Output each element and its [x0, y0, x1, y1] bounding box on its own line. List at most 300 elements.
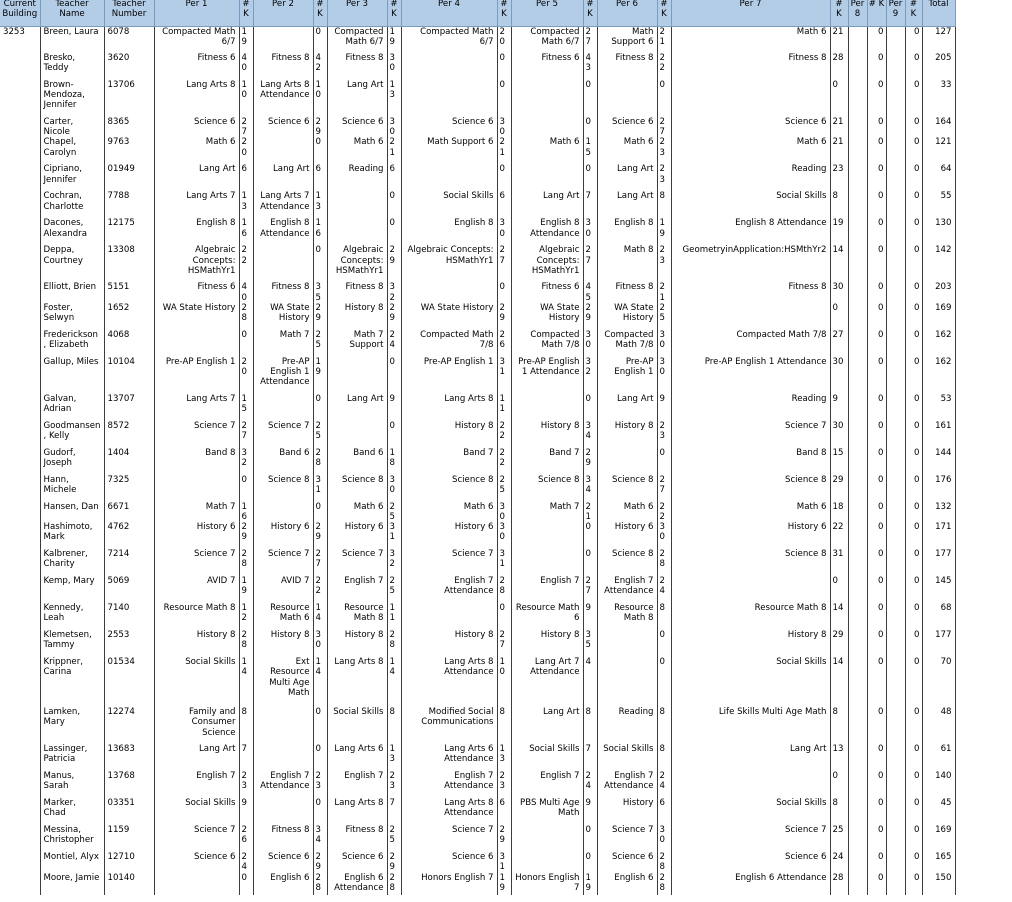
- period-count-cell: 29: [387, 852, 401, 872]
- table-row[interactable]: [0, 421, 955, 448]
- period-count-cell: 0: [905, 825, 922, 852]
- period-count-cell: 28: [313, 873, 327, 895]
- period-count-cell: 0: [905, 576, 922, 603]
- period-count-cell: 6: [239, 164, 253, 191]
- period-course-cell: English 7 Attendance: [597, 771, 657, 798]
- period-course-cell: [886, 873, 905, 895]
- period-course-cell: [848, 421, 867, 448]
- total-cell: 130: [922, 218, 955, 245]
- col-header[interactable]: Total: [922, 0, 955, 26]
- period-course-cell: English 8 Attendance: [511, 218, 583, 245]
- period-count-cell: 28: [657, 549, 671, 576]
- period-course-cell: History 8: [401, 421, 497, 448]
- period-course-cell: Resource Math 8: [327, 603, 387, 630]
- period-course-cell: Science 7: [154, 549, 239, 576]
- period-course-cell: Lang Arts 7 Attendance: [253, 191, 313, 218]
- period-count-cell: 30: [830, 421, 848, 448]
- period-course-cell: [327, 357, 387, 394]
- period-course-cell: [154, 873, 239, 895]
- period-count-cell: 0: [583, 164, 597, 191]
- period-count-cell: 0: [313, 245, 327, 282]
- period-course-cell: History 8: [511, 630, 583, 657]
- period-count-cell: 0: [867, 218, 886, 245]
- period-count-cell: 24: [583, 771, 597, 798]
- teacher-name-cell: Brown-Mendoza, Jennifer: [40, 80, 104, 117]
- period-count-cell: 0: [867, 603, 886, 630]
- period-course-cell: [886, 137, 905, 164]
- table-row[interactable]: [0, 394, 955, 421]
- period-count-cell: 0: [497, 603, 511, 630]
- col-header[interactable]: Per 7: [671, 0, 830, 26]
- period-count-cell: 13: [830, 744, 848, 771]
- period-course-cell: Fitness 8: [671, 53, 830, 80]
- period-count-cell: 0: [239, 330, 253, 357]
- period-count-cell: 0: [867, 245, 886, 282]
- building-cell: [0, 873, 40, 895]
- period-count-cell: 0: [905, 744, 922, 771]
- period-course-cell: History 6: [671, 522, 830, 549]
- col-header[interactable]: Current Building: [0, 0, 40, 26]
- col-header[interactable]: # K: [387, 0, 401, 26]
- table-row[interactable]: [0, 798, 955, 825]
- period-count-cell: 0: [387, 421, 401, 448]
- col-header[interactable]: # K: [867, 0, 886, 26]
- period-course-cell: Social Skills: [511, 744, 583, 771]
- period-course-cell: [886, 549, 905, 576]
- teacher-name-cell: Hansen, Dan: [40, 502, 104, 522]
- period-count-cell: 0: [313, 502, 327, 522]
- table-row[interactable]: [0, 218, 955, 245]
- table-row[interactable]: [0, 744, 955, 771]
- period-count-cell: 0: [867, 798, 886, 825]
- period-count-cell: 31: [387, 522, 401, 549]
- table-row[interactable]: [0, 80, 955, 117]
- period-count-cell: 14: [313, 657, 327, 707]
- period-course-cell: History 6: [327, 522, 387, 549]
- period-count-cell: 42: [313, 53, 327, 80]
- period-course-cell: Science 8: [671, 549, 830, 576]
- teacher-name-cell: Gudorf, Joseph: [40, 448, 104, 475]
- teacher-name-cell: Cochran, Charlotte: [40, 191, 104, 218]
- period-course-cell: Math 6: [671, 137, 830, 164]
- period-count-cell: 23: [657, 245, 671, 282]
- period-course-cell: Math 7: [154, 502, 239, 522]
- building-cell: [0, 825, 40, 852]
- teacher-number-cell: 13683: [104, 744, 154, 771]
- teacher-number-cell: 10140: [104, 873, 154, 895]
- period-course-cell: Science 7: [253, 549, 313, 576]
- teacher-name-cell: Foster, Selwyn: [40, 303, 104, 330]
- period-course-cell: History: [597, 798, 657, 825]
- period-count-cell: 0: [867, 852, 886, 872]
- period-course-cell: Life Skills Multi Age Math: [671, 707, 830, 744]
- table-row[interactable]: [0, 852, 955, 872]
- period-count-cell: 23: [387, 771, 401, 798]
- col-header[interactable]: # K: [905, 0, 922, 26]
- teacher-number-cell: 5069: [104, 576, 154, 603]
- period-course-cell: [253, 707, 313, 744]
- col-header[interactable]: # K: [830, 0, 848, 26]
- teacher-number-cell: 5151: [104, 282, 154, 302]
- period-course-cell: Fitness 6: [511, 53, 583, 80]
- period-course-cell: [886, 330, 905, 357]
- period-course-cell: History 8: [327, 303, 387, 330]
- period-course-cell: WA State History: [597, 303, 657, 330]
- total-cell: 140: [922, 771, 955, 798]
- teacher-name-cell: Lamken, Mary: [40, 707, 104, 744]
- period-course-cell: Social Skills: [154, 657, 239, 707]
- building-cell: [0, 549, 40, 576]
- period-course-cell: [597, 657, 657, 707]
- period-count-cell: 0: [905, 771, 922, 798]
- period-count-cell: 30: [387, 475, 401, 502]
- table-row[interactable]: [0, 707, 955, 744]
- period-count-cell: 29: [239, 522, 253, 549]
- teacher-name-cell: Klemetsen, Tammy: [40, 630, 104, 657]
- period-course-cell: Science 8: [253, 475, 313, 502]
- table-row[interactable]: [0, 657, 955, 707]
- table-row[interactable]: [0, 630, 955, 657]
- period-course-cell: [401, 53, 497, 80]
- building-cell: [0, 218, 40, 245]
- total-cell: 164: [922, 117, 955, 137]
- period-course-cell: Fitness 8: [327, 825, 387, 852]
- period-count-cell: 0: [905, 26, 922, 53]
- period-course-cell: English 7: [327, 576, 387, 603]
- period-course-cell: Resource Math 8: [597, 603, 657, 630]
- period-count-cell: 30: [497, 117, 511, 137]
- period-course-cell: Compacted Math 7/8: [671, 330, 830, 357]
- total-cell: 169: [922, 303, 955, 330]
- table-row[interactable]: [0, 26, 955, 53]
- teacher-name-cell: Kalbrener, Charity: [40, 549, 104, 576]
- period-course-cell: Fitness 8: [253, 282, 313, 302]
- teacher-number-cell: 01949: [104, 164, 154, 191]
- period-course-cell: [886, 80, 905, 117]
- period-count-cell: 0: [905, 357, 922, 394]
- period-course-cell: English 8: [401, 218, 497, 245]
- period-count-cell: 0: [867, 771, 886, 798]
- period-course-cell: WA State History: [511, 303, 583, 330]
- col-header[interactable]: # K: [583, 0, 597, 26]
- period-count-cell: 6: [497, 798, 511, 825]
- period-count-cell: 0: [867, 53, 886, 80]
- period-course-cell: Band 7: [401, 448, 497, 475]
- teacher-name-cell: Gallup, Miles: [40, 357, 104, 394]
- table-row[interactable]: [0, 137, 955, 164]
- period-course-cell: English 6: [597, 873, 657, 895]
- period-count-cell: 0: [497, 53, 511, 80]
- period-count-cell: 9: [387, 394, 401, 421]
- period-course-cell: Science 6: [671, 117, 830, 137]
- period-count-cell: 19: [497, 873, 511, 895]
- period-count-cell: 0: [867, 282, 886, 302]
- period-count-cell: 0: [313, 26, 327, 53]
- total-cell: 145: [922, 576, 955, 603]
- period-course-cell: [671, 80, 830, 117]
- period-count-cell: 45: [583, 282, 597, 302]
- period-course-cell: [848, 771, 867, 798]
- table-row[interactable]: [0, 549, 955, 576]
- period-count-cell: 0: [583, 522, 597, 549]
- period-count-cell: 0: [905, 852, 922, 872]
- period-count-cell: 24: [657, 576, 671, 603]
- period-count-cell: 8: [657, 707, 671, 744]
- period-course-cell: [848, 357, 867, 394]
- period-count-cell: 0: [583, 852, 597, 872]
- period-count-cell: 23: [497, 771, 511, 798]
- period-course-cell: Pre-AP English 1 Attendance: [253, 357, 313, 394]
- period-count-cell: 7: [583, 191, 597, 218]
- teacher-name-cell: Manus, Sarah: [40, 771, 104, 798]
- col-header[interactable]: Per 2: [253, 0, 313, 26]
- col-header[interactable]: # K: [239, 0, 253, 26]
- period-course-cell: [511, 117, 583, 137]
- col-header[interactable]: # K: [497, 0, 511, 26]
- period-course-cell: [327, 191, 387, 218]
- period-count-cell: 0: [867, 549, 886, 576]
- period-course-cell: [848, 394, 867, 421]
- col-header[interactable]: # K: [657, 0, 671, 26]
- teacher-name-cell: Kennedy, Leah: [40, 603, 104, 630]
- teacher-name-cell: Deppa, Courtney: [40, 245, 104, 282]
- period-course-cell: English 6 Attendance: [671, 873, 830, 895]
- period-course-cell: [848, 164, 867, 191]
- period-count-cell: 23: [830, 164, 848, 191]
- period-course-cell: Lang Arts 8: [154, 80, 239, 117]
- total-cell: 142: [922, 245, 955, 282]
- table-row[interactable]: [0, 303, 955, 330]
- period-course-cell: Math 6: [671, 26, 830, 53]
- period-course-cell: Compacted Math 6/7: [401, 26, 497, 53]
- col-header[interactable]: Per 8: [848, 0, 867, 26]
- teacher-number-cell: 1159: [104, 825, 154, 852]
- period-count-cell: 25: [830, 825, 848, 852]
- period-count-cell: 27: [830, 330, 848, 357]
- period-course-cell: Science 6: [671, 852, 830, 872]
- period-count-cell: 0: [867, 80, 886, 117]
- col-header[interactable]: Per 3: [327, 0, 387, 26]
- teacher-name-cell: Carter, Nicole: [40, 117, 104, 137]
- period-course-cell: [597, 80, 657, 117]
- period-count-cell: 30: [497, 502, 511, 522]
- table-row[interactable]: [0, 191, 955, 218]
- period-count-cell: 0: [905, 603, 922, 630]
- total-cell: 61: [922, 744, 955, 771]
- col-header[interactable]: # K: [313, 0, 327, 26]
- period-course-cell: Lang Art: [253, 164, 313, 191]
- period-course-cell: History 8: [511, 421, 583, 448]
- table-row[interactable]: [0, 117, 955, 137]
- teacher-name-cell: Moore, Jamie: [40, 873, 104, 895]
- period-course-cell: AVID 7: [253, 576, 313, 603]
- period-course-cell: Lang Arts 6 Attendance: [401, 744, 497, 771]
- period-count-cell: 29: [830, 475, 848, 502]
- table-row[interactable]: [0, 522, 955, 549]
- period-count-cell: 30: [657, 522, 671, 549]
- period-count-cell: 13: [387, 744, 401, 771]
- table-row[interactable]: [0, 771, 955, 798]
- period-course-cell: History 6: [253, 522, 313, 549]
- period-course-cell: [848, 576, 867, 603]
- period-course-cell: Compacted Math 7/8: [401, 330, 497, 357]
- period-count-cell: 31: [497, 549, 511, 576]
- table-row[interactable]: [0, 502, 955, 522]
- total-cell: 161: [922, 421, 955, 448]
- teacher-number-cell: 8365: [104, 117, 154, 137]
- period-count-cell: 0: [583, 825, 597, 852]
- period-course-cell: [848, 603, 867, 630]
- col-header[interactable]: Per 4: [401, 0, 497, 26]
- period-course-cell: [511, 549, 583, 576]
- period-course-cell: Lang Art 7 Attendance: [511, 657, 583, 707]
- period-course-cell: [886, 657, 905, 707]
- period-count-cell: 24: [830, 852, 848, 872]
- period-course-cell: Reading: [671, 394, 830, 421]
- table-row[interactable]: [0, 357, 955, 394]
- period-count-cell: 35: [583, 630, 597, 657]
- col-header[interactable]: Per 9: [886, 0, 905, 26]
- building-cell: [0, 53, 40, 80]
- period-course-cell: Lang Arts 8: [327, 798, 387, 825]
- period-count-cell: 22: [830, 522, 848, 549]
- period-course-cell: Science 7: [327, 549, 387, 576]
- period-count-cell: 8: [657, 744, 671, 771]
- building-cell: [0, 191, 40, 218]
- period-count-cell: 13: [313, 191, 327, 218]
- total-cell: 177: [922, 549, 955, 576]
- period-course-cell: Science 8: [597, 549, 657, 576]
- period-count-cell: 30: [657, 330, 671, 357]
- period-count-cell: 23: [657, 137, 671, 164]
- period-count-cell: 0: [313, 137, 327, 164]
- period-count-cell: 8: [239, 707, 253, 744]
- table-row[interactable]: [0, 603, 955, 630]
- total-cell: 33: [922, 80, 955, 117]
- table-row[interactable]: [0, 53, 955, 80]
- table-row[interactable]: [0, 475, 955, 502]
- teacher-name-cell: Breen, Laura: [40, 26, 104, 53]
- period-course-cell: [253, 394, 313, 421]
- period-count-cell: 13: [239, 191, 253, 218]
- period-course-cell: Band 6: [253, 448, 313, 475]
- table-row[interactable]: [0, 164, 955, 191]
- period-course-cell: History 8: [671, 630, 830, 657]
- period-course-cell: Lang Art: [511, 191, 583, 218]
- roster-body: [0, 26, 955, 895]
- period-count-cell: 0: [867, 421, 886, 448]
- period-course-cell: Science 6: [327, 117, 387, 137]
- total-cell: 176: [922, 475, 955, 502]
- col-header[interactable]: Per 6: [597, 0, 657, 26]
- table-row[interactable]: [0, 576, 955, 603]
- teacher-number-cell: 2553: [104, 630, 154, 657]
- period-count-cell: 8: [830, 191, 848, 218]
- col-header[interactable]: Per 1: [154, 0, 239, 26]
- table-row[interactable]: [0, 245, 955, 282]
- period-course-cell: Lang Art: [511, 707, 583, 744]
- col-header[interactable]: Per 5: [511, 0, 583, 26]
- table-row[interactable]: [0, 873, 955, 895]
- period-count-cell: 19: [239, 26, 253, 53]
- period-course-cell: English 7 Attendance: [253, 771, 313, 798]
- period-count-cell: 22: [497, 421, 511, 448]
- table-row[interactable]: [0, 448, 955, 475]
- period-count-cell: 19: [583, 873, 597, 895]
- period-course-cell: [886, 630, 905, 657]
- period-course-cell: [671, 771, 830, 798]
- period-course-cell: Math 6: [327, 137, 387, 164]
- period-count-cell: 40: [239, 53, 253, 80]
- period-course-cell: Compacted Math 7/8: [597, 330, 657, 357]
- period-count-cell: 20: [239, 137, 253, 164]
- period-course-cell: [848, 630, 867, 657]
- period-count-cell: 0: [830, 771, 848, 798]
- teacher-name-cell: Goodmansen, Kelly: [40, 421, 104, 448]
- period-count-cell: 30: [497, 218, 511, 245]
- period-course-cell: Science 6: [327, 852, 387, 872]
- period-count-cell: 8: [387, 707, 401, 744]
- period-count-cell: 34: [583, 421, 597, 448]
- period-count-cell: 23: [313, 771, 327, 798]
- period-course-cell: Family and Consumer Science: [154, 707, 239, 744]
- period-count-cell: 27: [583, 26, 597, 53]
- period-course-cell: Algebraic Concepts: HSMathYr1: [154, 245, 239, 282]
- period-count-cell: 23: [657, 421, 671, 448]
- period-count-cell: 0: [583, 80, 597, 117]
- period-count-cell: 26: [497, 330, 511, 357]
- teacher-number-cell: 12175: [104, 218, 154, 245]
- col-header[interactable]: Teacher Name: [40, 0, 104, 26]
- period-course-cell: [886, 218, 905, 245]
- building-cell: [0, 117, 40, 137]
- period-course-cell: Social Skills: [597, 744, 657, 771]
- period-count-cell: 31: [497, 852, 511, 872]
- period-course-cell: Science 6: [401, 852, 497, 872]
- period-count-cell: 0: [905, 191, 922, 218]
- teacher-number-cell: 1652: [104, 303, 154, 330]
- period-course-cell: [886, 421, 905, 448]
- period-count-cell: 8: [657, 603, 671, 630]
- period-count-cell: 29: [497, 303, 511, 330]
- period-course-cell: WA State History: [401, 303, 497, 330]
- col-header[interactable]: Teacher Number: [104, 0, 154, 26]
- period-count-cell: 14: [830, 603, 848, 630]
- period-course-cell: Band 7: [511, 448, 583, 475]
- period-course-cell: Math 7 Support: [327, 330, 387, 357]
- table-row[interactable]: [0, 282, 955, 302]
- period-course-cell: Reading: [327, 164, 387, 191]
- period-course-cell: Pre-AP English 1: [597, 357, 657, 394]
- period-course-cell: Resource Math 8: [671, 603, 830, 630]
- table-row[interactable]: [0, 330, 955, 357]
- period-course-cell: [253, 744, 313, 771]
- period-course-cell: Algebraic Concepts: HSMathYr1: [327, 245, 387, 282]
- period-count-cell: 21: [830, 117, 848, 137]
- building-cell: [0, 771, 40, 798]
- period-count-cell: 6: [387, 164, 401, 191]
- period-count-cell: 0: [867, 576, 886, 603]
- period-course-cell: [511, 80, 583, 117]
- table-row[interactable]: [0, 825, 955, 852]
- period-count-cell: 18: [830, 502, 848, 522]
- period-course-cell: Math Support 6: [597, 26, 657, 53]
- header-row: [0, 0, 955, 26]
- teacher-name-cell: Hashimoto, Mark: [40, 522, 104, 549]
- period-count-cell: 23: [657, 164, 671, 191]
- period-count-cell: 13: [497, 744, 511, 771]
- period-course-cell: [511, 394, 583, 421]
